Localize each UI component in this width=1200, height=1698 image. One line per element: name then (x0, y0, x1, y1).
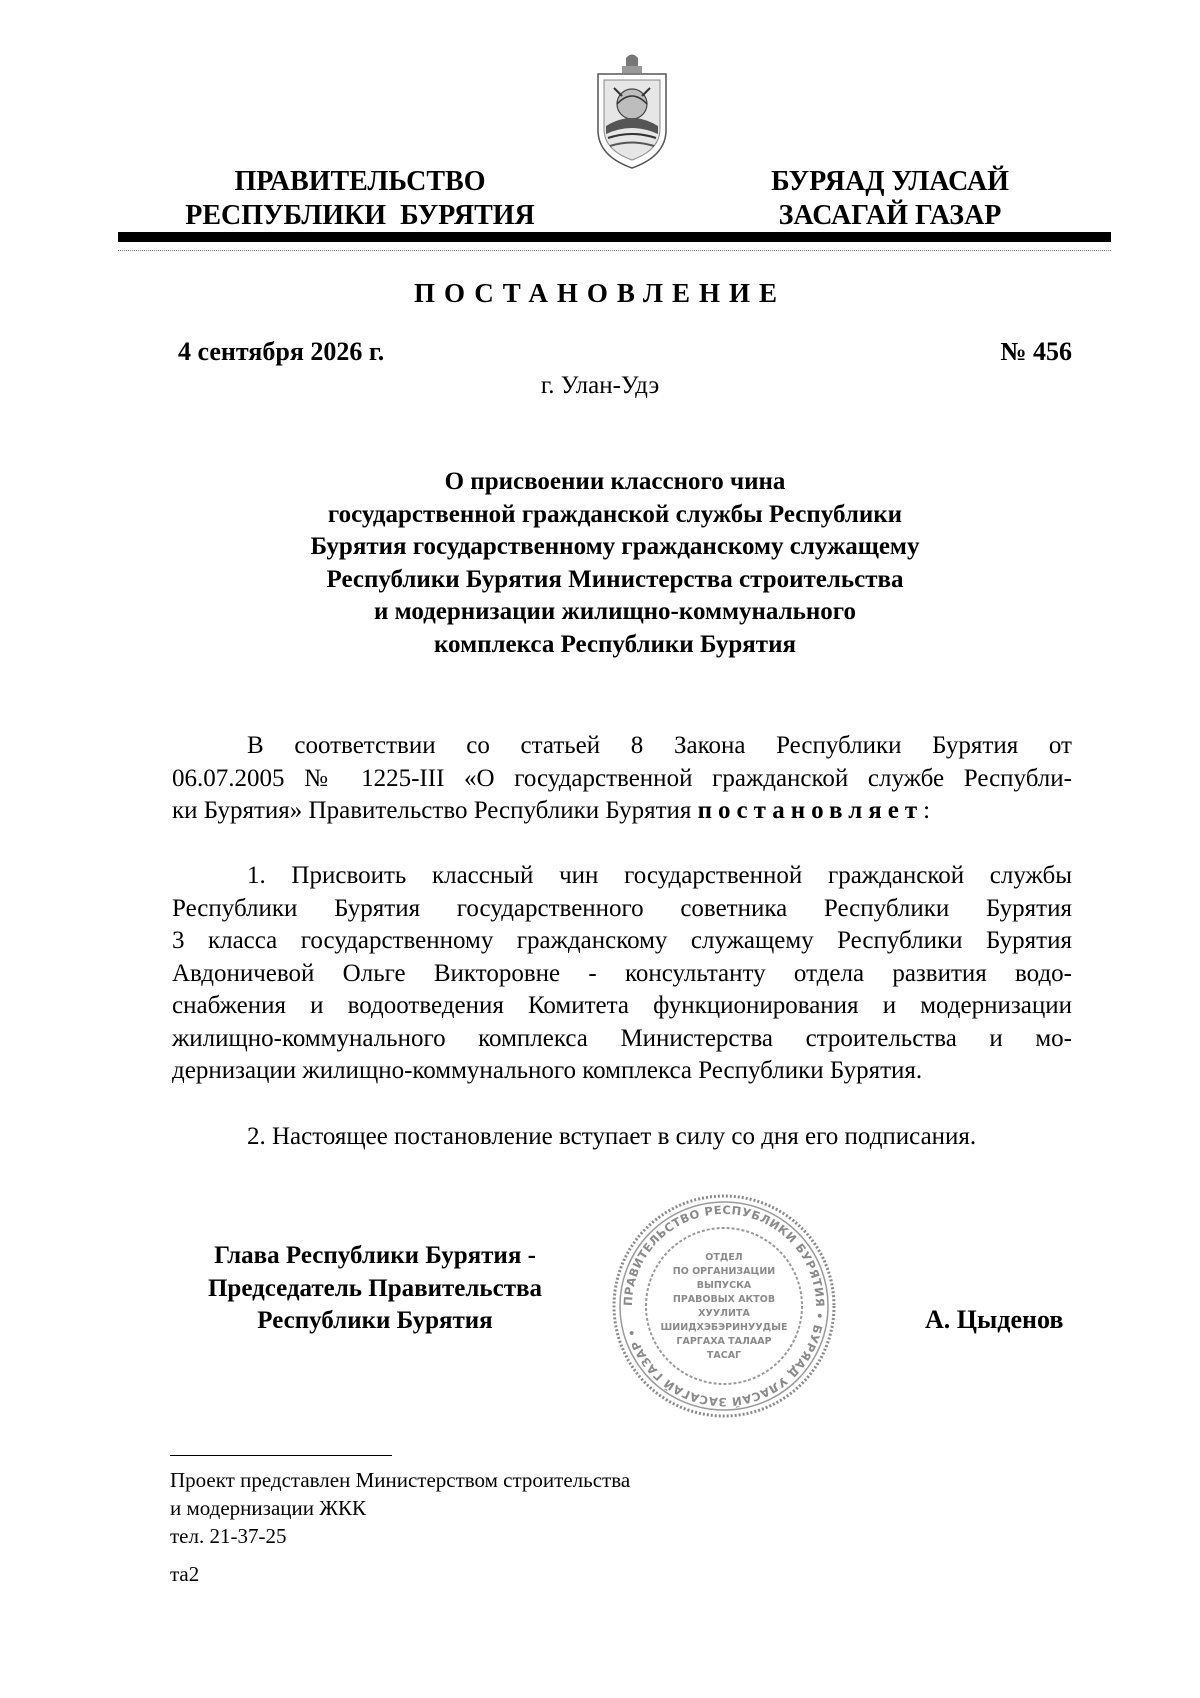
seal-center-line: ХУУЛИТА (698, 1308, 750, 1319)
header-right-line: БУРЯАД УЛАСАЙ (771, 166, 1009, 197)
signatory-name: А. Цыденов (925, 1305, 1064, 1334)
item-1-line: жилищно-коммунального комплекса Министерства строительства и мо- (172, 1024, 1072, 1052)
item-1-line: Республики Бурятия государственного советника Республики Бурятия (172, 894, 1072, 922)
intro-line (172, 795, 1072, 828)
seal-center-line: ШИИДХЭБЭРИНУУДЫЕ (660, 1322, 788, 1333)
item-2-paragraph (172, 1121, 1072, 1154)
header-divider-thick (118, 232, 1111, 242)
seal-center-line: ПО ОРГАНИЗАЦИИ (672, 1266, 776, 1277)
item-2-line: 2. Настоящее постановление вступает в силу со дня его подписания. (247, 1123, 977, 1150)
document-number: № 456 (1000, 337, 1072, 366)
intro-paragraph (172, 730, 1072, 828)
item-1-line: дернизации жилищно-коммунального комплекса Республики Бурятия. (172, 1057, 923, 1084)
footer-line: тел. 21-37-25 (170, 1524, 287, 1548)
signatory-title-line: Председатель Правительства (207, 1274, 543, 1302)
subject-line: Республики Бурятия Министерства строительства (326, 565, 904, 593)
item-1-line: Авдоничевой Ольге Викторовне - консультанту отдела развития водо- (172, 959, 1072, 987)
document-type: ПОСТАНОВЛЕНИЕ (413, 278, 787, 308)
item-1-line: снабжения и водоотведения Комитета функционирования и модернизации (172, 992, 1072, 1019)
document-subject (250, 466, 980, 662)
seal-center-line: ТАСАГ (706, 1350, 742, 1361)
intro-line-prefix: ки Бурятия» Правительство Республики Бурятия (172, 797, 698, 824)
footer-code: та2 (170, 1562, 200, 1586)
header-left-line: ПРАВИТЕЛЬСТВО (234, 166, 486, 197)
seal-center-line: ПРАВОВЫХ АКТОВ (672, 1294, 776, 1305)
header-right-title (745, 165, 1035, 233)
header-divider-thin (118, 250, 1111, 251)
header-left-title (170, 165, 550, 233)
footer-line: Проект представлен Министерством строительства (170, 1468, 631, 1492)
subject-line: О присвоении классного чина (444, 468, 786, 495)
signatory-title-line: Глава Республики Бурятия - (214, 1242, 536, 1269)
item-1-line: 3 класса государственному гражданскому служащему Республики Бурятия (172, 927, 1072, 954)
footer-divider (170, 1455, 392, 1456)
document-city: г. Улан-Удэ (540, 372, 660, 399)
header-right-line: ЗАСАГАЙ ГАЗАР (778, 200, 1002, 231)
intro-line-suffix: : (923, 797, 931, 824)
signatory-title-line: Республики Бурятия (257, 1307, 493, 1334)
item-1-line: 1. Присвоить классный чин государственной гражданской службы (247, 862, 1072, 889)
subject-line: государственной гражданской службы Республики (327, 500, 903, 528)
subject-line: комплекса Республики Бурятия (433, 630, 796, 658)
signatory-title (170, 1240, 580, 1338)
official-seal-stamp (610, 1192, 838, 1420)
subject-line: и модернизации жилищно-коммунального (373, 598, 857, 626)
intro-line: В соответствии со статьей 8 Закона Республики Бурятия от (247, 732, 1072, 759)
footer-note (170, 1466, 630, 1550)
header-left-line: РЕСПУБЛИКИ БУРЯТИЯ (185, 200, 535, 231)
item-1-paragraph (172, 860, 1072, 1088)
seal-center-line: ГАРГАХА ТАЛААР (676, 1336, 772, 1347)
decree-verb: постановляет (697, 797, 924, 824)
svg-text:ПРАВИТЕЛЬСТВО РЕСПУБЛИКИ БУРЯТ (621, 1203, 827, 1410)
subject-line: Бурятия государственному гражданскому служащему (310, 533, 920, 561)
coat-of-arms-icon (592, 52, 672, 172)
seal-outer-text: ПРАВИТЕЛЬСТВО РЕСПУБЛИКИ БУРЯТИЯ • БУРЯАД УЛАСАЙ ЗАСАГАЙ ГАЗАР • (620, 1202, 828, 1410)
seal-center-line: ОТДЕЛ (705, 1252, 743, 1263)
seal-center-line: ВЫПУСКА (696, 1280, 752, 1291)
document-date: 4 сентября 2026 г. (178, 337, 385, 366)
intro-line: 06.07.2005 № 1225-III «О государственной гражданской службе Республи- (172, 764, 1072, 792)
footer-line: и модернизации ЖКК (170, 1496, 367, 1520)
